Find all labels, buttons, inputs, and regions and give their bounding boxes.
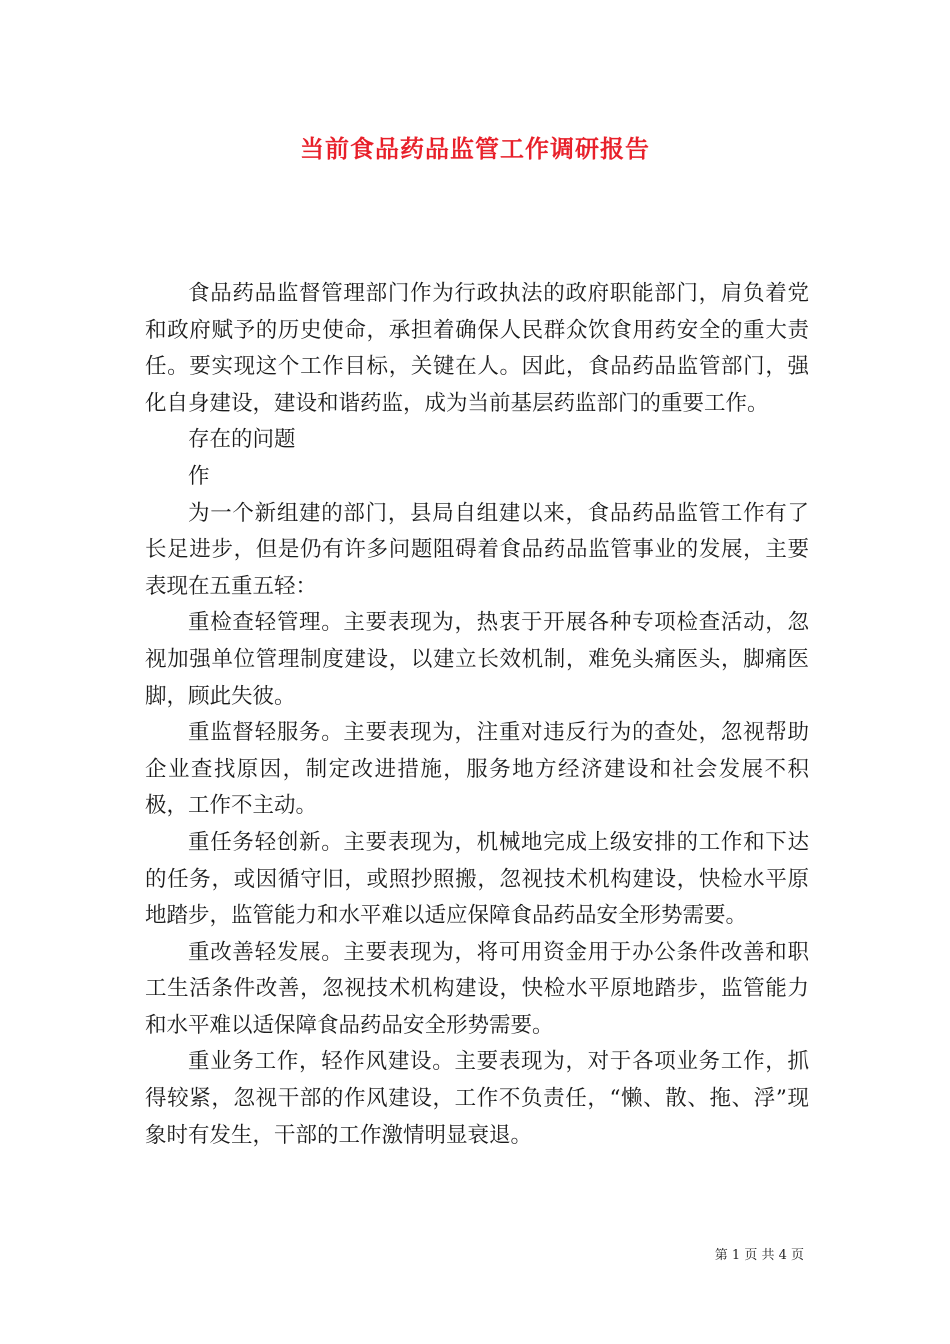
issue-paragraph-supervision: 重监督轻服务。主要表现为，注重对违反行为的查处，忽视帮助企业查找原因，制定改进措施，服务地方经济建设和社会发展不积极，工作不主动。 — [145, 720, 809, 819]
issue-paragraph-inspection: 重检查轻管理。主要表现为，热衷于开展各种专项检查活动，忽视加强单位管理制度建设，以建立长效机制，难免头痛医头，脚痛医脚，顾此失彼。 — [145, 610, 809, 709]
issue-paragraph-work-style: 重业务工作，轻作风建设。主要表现为，对于各项业务工作，抓得较紧，忽视干部的作风建设，工作不负责任，“懒、散、拖、浮”现象时有发生，干部的工作激情明显衰退。 — [145, 1049, 809, 1148]
document-title: 当前食品药品监管工作调研报告 — [300, 134, 650, 163]
page-number-footer: 第 1 页 共 4 页 — [714, 1248, 804, 1263]
issue-paragraph-tasks: 重任务轻创新。主要表现为，机械地完成上级安排的工作和下达的任务，或因循守旧，或照抄照搬，忽视技术机构建设，快检水平原地踏步，监管能力和水平难以适应保障食品药品安全形势需要。 — [145, 829, 809, 929]
overview-paragraph: 为一个新组建的部门，县局自组建以来，食品药品监管工作有了长足进步，但是仍有许多问题阻碍着食品药品监管事业的发展，主要表现在五重五轻： — [145, 500, 809, 599]
intro-paragraph: 食品药品监督管理部门作为行政执法的政府职能部门，肩负着党和政府赋予的历史使命，承担着确保人民群众饮食用药安全的重大责任。要实现这个工作目标，关键在人。因此，食品药品监管部门，强化自身建设，建设和谐药监，成为当前基层药监部门的重要工作。 — [145, 281, 809, 416]
fragment-line: 作 — [188, 463, 210, 489]
section-heading-problems: 存在的问题 — [188, 427, 296, 453]
document-body — [145, 276, 809, 1154]
issue-paragraph-improvement: 重改善轻发展。主要表现为，将可用资金用于办公条件改善和职工生活条件改善，忽视技术机构建设，快检水平原地踏步，监管能力和水平难以适保障食品药品安全形势需要。 — [145, 939, 809, 1038]
